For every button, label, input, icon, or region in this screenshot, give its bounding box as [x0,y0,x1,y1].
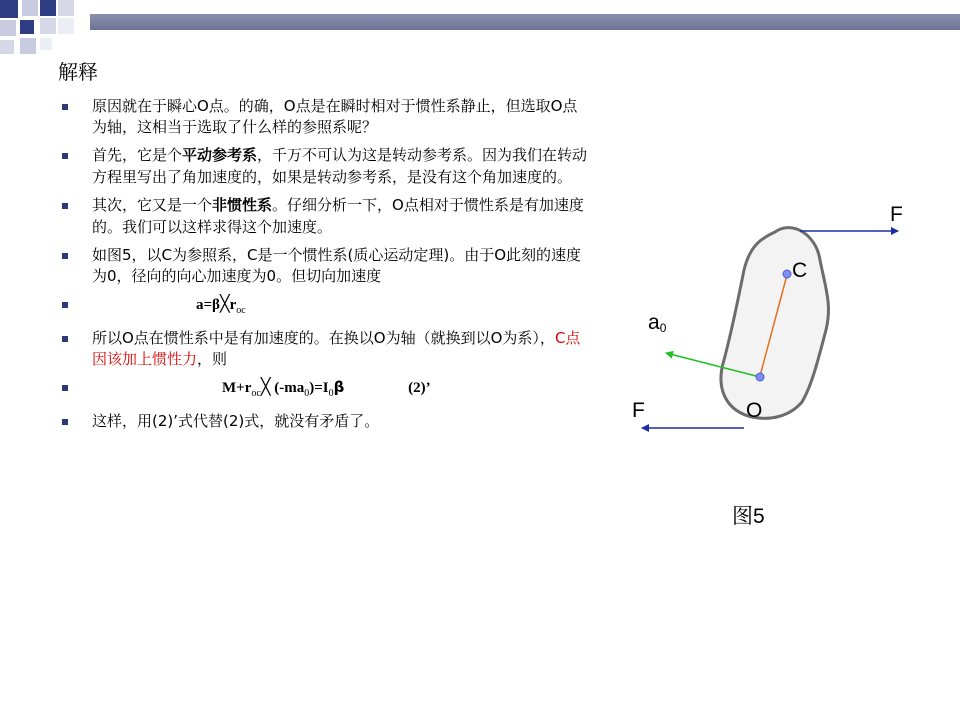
decor-square [0,40,14,54]
bullet-text: 其次，它又是一个 [92,196,213,214]
decor-square [20,20,34,34]
emphasis-term: 平动参考系 [182,148,258,164]
decor-square [0,20,16,36]
formula-part: )=I [309,380,329,396]
bullet-item [62,96,592,138]
label-f-top: F [890,203,903,226]
point-c [783,270,791,278]
title-bar-decoration [90,14,960,30]
bullet-text: 首先，它是个 [92,146,183,164]
decor-square [0,0,18,18]
bullet-item [62,411,592,432]
decor-square [58,18,74,34]
formula-beta: β [333,378,345,396]
label-a0: a0 [648,311,667,335]
cross-symbol: ╳ [260,379,271,396]
equation-tag: (2)’ [408,380,431,396]
bullet-item [62,328,592,370]
point-o [756,373,764,381]
bullet-item [62,195,592,238]
decor-square [40,0,56,16]
decor-square [58,0,74,16]
bullet-item [62,145,592,188]
bullet-text: 原因就在于瞬心O点。的确，O点是在瞬时相对于惯性系静止，但选取O点为轴，这相当于选取了什么样的参照系呢？ [92,97,578,136]
bullet-text: 。仔细分析一下，O点相对于惯性系是有加速度的。我们可以这样求得这个加速度。 [92,196,584,236]
label-f-bottom: F [632,399,645,422]
formula-subscript: 0 [304,388,310,399]
bullet-list [62,96,592,439]
bullet-text: ，千万不可认为这是转动参考系。因为我们在转动方程里写出了角加速度的，如果是转动参考系，是没有这个角加速度的。 [92,146,588,186]
bullet-item-formula [62,294,592,321]
bullet-item-formula [62,377,592,404]
bullet-text: 如图5，以C为参照系，C是一个惯性系(质心运动定理)。由于O此刻的速度为0，径向的向心加速度为0。但切向加速度 [92,246,582,285]
decor-square [20,38,36,54]
formula-part: (-ma [270,380,305,396]
bullet-text: ，则 [197,350,228,368]
formula-subscript: oc [251,388,261,399]
decor-square [40,38,52,50]
decor-square [40,18,56,34]
slide-title: 解释 [58,60,98,84]
formula-part: M+r [222,380,252,396]
acceleration-formula [196,296,246,316]
highlight-text: C点因该加上惯性力 [92,329,581,368]
formula-subscript: 0 [328,388,334,399]
formula-r: r [229,297,237,313]
figure-caption: 图5 [732,505,765,528]
label-c: C [792,259,808,282]
bullet-text: 这样，用(2)’式代替(2)式，就没有矛盾了。 [92,412,380,430]
emphasis-term: 非惯性系 [212,198,273,214]
formula-lhs: a=β [196,297,220,313]
figure-5-diagram [620,190,920,550]
torque-formula [222,378,431,399]
label-o: O [746,399,763,422]
bullet-item [62,245,592,287]
bullet-text: 所以O点在惯性系中是有加速度的。在换以O为轴（就换到以O为系）， [92,329,555,347]
cross-symbol: ╳ [219,296,230,313]
formula-subscript: oc [236,305,246,316]
decor-square [22,0,38,16]
